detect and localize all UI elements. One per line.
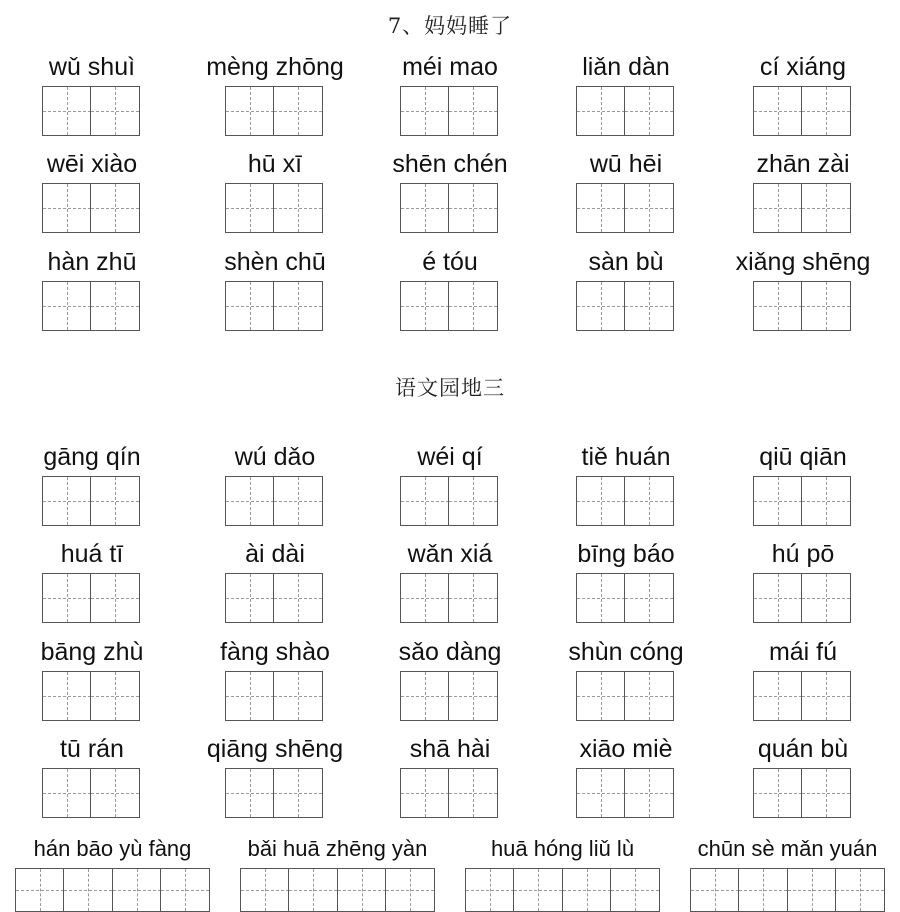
word-item xyxy=(541,247,711,331)
tianzige-cell[interactable] xyxy=(835,868,885,912)
word-item xyxy=(365,442,535,526)
word-item xyxy=(7,52,177,136)
writing-grid xyxy=(576,281,677,331)
tianzige-cell[interactable] xyxy=(400,476,450,526)
word-item xyxy=(7,247,177,331)
section-title-lesson-7: 7、妈妈睡了 xyxy=(387,14,513,38)
pinyin-label: huá tī xyxy=(60,540,124,568)
tianzige-cell[interactable] xyxy=(801,183,851,233)
pinyin-label: shèn chū xyxy=(224,248,326,276)
tianzige-cell[interactable] xyxy=(801,768,851,818)
tianzige-cell[interactable] xyxy=(801,476,851,526)
word-item xyxy=(541,637,711,721)
pinyin-label: hàn zhū xyxy=(47,248,137,276)
tianzige-cell[interactable] xyxy=(562,868,612,912)
word-item xyxy=(718,539,888,623)
writing-grid xyxy=(685,868,890,912)
word-item xyxy=(7,539,177,623)
tianzige-cell[interactable] xyxy=(400,183,450,233)
word-item xyxy=(718,442,888,526)
writing-grid xyxy=(400,671,501,721)
tianzige-cell[interactable] xyxy=(273,671,323,721)
tianzige-cell[interactable] xyxy=(624,573,674,623)
tianzige-cell[interactable] xyxy=(624,183,674,233)
word-item xyxy=(718,52,888,136)
pinyin-label: tū rán xyxy=(60,735,124,763)
idiom-item xyxy=(460,834,665,912)
tianzige-cell[interactable] xyxy=(624,86,674,136)
tianzige-cell[interactable] xyxy=(400,671,450,721)
pinyin-label: tiě huán xyxy=(581,443,671,471)
tianzige-cell[interactable] xyxy=(400,573,450,623)
pinyin-label: sǎo dàng xyxy=(398,638,502,666)
tianzige-cell[interactable] xyxy=(787,868,837,912)
word-item xyxy=(190,734,360,818)
writing-grid xyxy=(225,573,326,623)
tianzige-cell[interactable] xyxy=(576,671,626,721)
tianzige-cell[interactable] xyxy=(801,671,851,721)
word-item xyxy=(190,442,360,526)
tianzige-cell[interactable] xyxy=(240,868,290,912)
writing-grid xyxy=(753,476,854,526)
pinyin-label: wū hēi xyxy=(589,150,663,178)
tianzige-cell[interactable] xyxy=(90,86,140,136)
tianzige-cell[interactable] xyxy=(738,868,788,912)
word-item xyxy=(365,247,535,331)
tianzige-cell[interactable] xyxy=(112,868,162,912)
tianzige-cell[interactable] xyxy=(448,183,498,233)
word-item xyxy=(190,149,360,233)
pinyin-label: wǔ shuì xyxy=(48,53,136,81)
tianzige-cell[interactable] xyxy=(225,573,275,623)
tianzige-cell[interactable] xyxy=(42,573,92,623)
tianzige-cell[interactable] xyxy=(385,868,435,912)
writing-grid xyxy=(400,281,501,331)
tianzige-cell[interactable] xyxy=(225,768,275,818)
tianzige-cell[interactable] xyxy=(90,573,140,623)
pinyin-label: chūn sè mǎn yuán xyxy=(697,836,878,861)
pinyin-label: quán bù xyxy=(757,735,849,763)
tianzige-cell[interactable] xyxy=(448,768,498,818)
word-item xyxy=(190,637,360,721)
pinyin-label: xiāo miè xyxy=(579,735,673,763)
tianzige-cell[interactable] xyxy=(273,183,323,233)
pinyin-label: huā hóng liǔ lù xyxy=(490,836,635,861)
pinyin-label: hú pō xyxy=(771,540,835,568)
tianzige-cell[interactable] xyxy=(753,573,803,623)
tianzige-cell[interactable] xyxy=(288,868,338,912)
tianzige-cell[interactable] xyxy=(610,868,660,912)
pinyin-label: wéi qí xyxy=(417,443,483,471)
tianzige-cell[interactable] xyxy=(576,281,626,331)
tianzige-cell[interactable] xyxy=(624,671,674,721)
tianzige-cell[interactable] xyxy=(753,183,803,233)
tianzige-cell[interactable] xyxy=(273,768,323,818)
writing-grid xyxy=(42,86,143,136)
writing-grid xyxy=(42,476,143,526)
word-item xyxy=(7,149,177,233)
tianzige-cell[interactable] xyxy=(513,868,563,912)
writing-grid xyxy=(400,768,501,818)
tianzige-cell[interactable] xyxy=(90,476,140,526)
word-item xyxy=(718,637,888,721)
writing-grid xyxy=(576,476,677,526)
pinyin-label: qiū qiān xyxy=(759,443,847,471)
writing-grid xyxy=(400,86,501,136)
pinyin-label: hū xī xyxy=(247,150,303,178)
writing-grid xyxy=(753,183,854,233)
writing-grid xyxy=(42,573,143,623)
word-item xyxy=(541,734,711,818)
tianzige-cell[interactable] xyxy=(576,476,626,526)
writing-grid xyxy=(576,183,677,233)
writing-grid xyxy=(225,671,326,721)
writing-grid xyxy=(753,671,854,721)
tianzige-cell[interactable] xyxy=(753,281,803,331)
tianzige-cell[interactable] xyxy=(90,183,140,233)
tianzige-cell[interactable] xyxy=(576,183,626,233)
tianzige-cell[interactable] xyxy=(448,281,498,331)
pinyin-label: mái fú xyxy=(768,638,838,666)
tianzige-cell[interactable] xyxy=(42,671,92,721)
tianzige-cell[interactable] xyxy=(90,671,140,721)
idiom-item xyxy=(10,834,215,912)
writing-grid xyxy=(225,768,326,818)
tianzige-cell[interactable] xyxy=(42,476,92,526)
tianzige-cell[interactable] xyxy=(753,671,803,721)
writing-grid xyxy=(753,281,854,331)
writing-grid xyxy=(576,573,677,623)
pinyin-label: bīng báo xyxy=(577,540,675,568)
writing-grid xyxy=(400,573,501,623)
writing-grid xyxy=(576,768,677,818)
tianzige-cell[interactable] xyxy=(273,86,323,136)
tianzige-cell[interactable] xyxy=(273,281,323,331)
tianzige-cell[interactable] xyxy=(63,868,113,912)
writing-grid xyxy=(42,183,143,233)
writing-grid xyxy=(400,183,501,233)
pinyin-label: ài dài xyxy=(245,540,305,568)
word-item xyxy=(718,247,888,331)
word-item xyxy=(365,52,535,136)
writing-grid xyxy=(400,476,501,526)
word-item xyxy=(7,442,177,526)
writing-grid xyxy=(42,768,143,818)
writing-grid xyxy=(225,281,326,331)
word-item xyxy=(541,539,711,623)
writing-grid xyxy=(576,671,677,721)
tianzige-cell[interactable] xyxy=(337,868,387,912)
writing-grid xyxy=(225,86,326,136)
tianzige-cell[interactable] xyxy=(273,573,323,623)
pinyin-label: zhān zài xyxy=(756,150,850,178)
tianzige-cell[interactable] xyxy=(400,86,450,136)
pinyin-label: wú dǎo xyxy=(234,443,316,471)
pinyin-label: é tóu xyxy=(422,248,478,276)
tianzige-cell[interactable] xyxy=(42,86,92,136)
writing-grid xyxy=(753,86,854,136)
tianzige-cell[interactable] xyxy=(42,183,92,233)
pinyin-label: gāng qín xyxy=(43,443,141,471)
tianzige-cell[interactable] xyxy=(42,768,92,818)
word-item xyxy=(541,52,711,136)
tianzige-cell[interactable] xyxy=(624,768,674,818)
tianzige-cell[interactable] xyxy=(90,768,140,818)
pinyin-label: wǎn xiá xyxy=(407,540,493,568)
word-item xyxy=(541,442,711,526)
writing-grid xyxy=(42,671,143,721)
pinyin-label: qiāng shēng xyxy=(206,735,344,763)
tianzige-cell[interactable] xyxy=(448,476,498,526)
pinyin-label: shēn chén xyxy=(392,150,508,178)
tianzige-cell[interactable] xyxy=(225,86,275,136)
tianzige-cell[interactable] xyxy=(753,476,803,526)
pinyin-label: bǎi huā zhēng yàn xyxy=(247,836,428,861)
tianzige-cell[interactable] xyxy=(801,281,851,331)
idiom-item xyxy=(235,834,440,912)
pinyin-label: mèng zhōng xyxy=(206,53,344,81)
tianzige-cell[interactable] xyxy=(400,768,450,818)
tianzige-cell[interactable] xyxy=(90,281,140,331)
tianzige-cell[interactable] xyxy=(42,281,92,331)
word-item xyxy=(365,637,535,721)
tianzige-cell[interactable] xyxy=(15,868,65,912)
pinyin-label: shùn cóng xyxy=(568,638,684,666)
word-item xyxy=(190,52,360,136)
writing-grid xyxy=(225,476,326,526)
tianzige-cell[interactable] xyxy=(624,281,674,331)
pinyin-label: hán bāo yù fàng xyxy=(33,836,192,861)
pinyin-label: wēi xiào xyxy=(46,150,138,178)
writing-grid xyxy=(42,281,143,331)
tianzige-cell[interactable] xyxy=(225,476,275,526)
tianzige-cell[interactable] xyxy=(160,868,210,912)
word-item xyxy=(190,247,360,331)
tianzige-cell[interactable] xyxy=(273,476,323,526)
tianzige-cell[interactable] xyxy=(753,768,803,818)
writing-grid xyxy=(753,573,854,623)
word-item xyxy=(190,539,360,623)
section-title-yuwen-yuandi: 语文园地三 xyxy=(395,376,505,400)
tianzige-cell[interactable] xyxy=(448,86,498,136)
pinyin-label: shā hài xyxy=(409,735,491,763)
pinyin-label: bāng zhù xyxy=(40,638,144,666)
writing-grid xyxy=(225,183,326,233)
writing-grid xyxy=(460,868,665,912)
tianzige-cell[interactable] xyxy=(225,671,275,721)
word-item xyxy=(718,734,888,818)
writing-grid xyxy=(576,86,677,136)
pinyin-label: fàng shào xyxy=(220,638,330,666)
word-item xyxy=(718,149,888,233)
pinyin-label: liǎn dàn xyxy=(582,53,670,81)
word-item xyxy=(365,539,535,623)
word-item xyxy=(7,637,177,721)
word-item xyxy=(541,149,711,233)
tianzige-cell[interactable] xyxy=(753,86,803,136)
word-item xyxy=(365,734,535,818)
pinyin-label: sàn bù xyxy=(588,248,664,276)
writing-grid xyxy=(10,868,215,912)
writing-grid xyxy=(753,768,854,818)
pinyin-label: cí xiáng xyxy=(759,53,847,81)
tianzige-cell[interactable] xyxy=(465,868,515,912)
idiom-item xyxy=(685,834,890,912)
pinyin-label: xiǎng shēng xyxy=(735,248,871,276)
tianzige-cell[interactable] xyxy=(576,86,626,136)
tianzige-cell[interactable] xyxy=(576,768,626,818)
pinyin-label: méi mao xyxy=(402,53,498,81)
tianzige-cell[interactable] xyxy=(624,476,674,526)
word-item xyxy=(365,149,535,233)
tianzige-cell[interactable] xyxy=(225,183,275,233)
writing-grid xyxy=(235,868,440,912)
word-item xyxy=(7,734,177,818)
tianzige-cell[interactable] xyxy=(225,281,275,331)
tianzige-cell[interactable] xyxy=(448,573,498,623)
tianzige-cell[interactable] xyxy=(690,868,740,912)
tianzige-cell[interactable] xyxy=(576,573,626,623)
tianzige-cell[interactable] xyxy=(448,671,498,721)
tianzige-cell[interactable] xyxy=(400,281,450,331)
tianzige-cell[interactable] xyxy=(801,573,851,623)
tianzige-cell[interactable] xyxy=(801,86,851,136)
